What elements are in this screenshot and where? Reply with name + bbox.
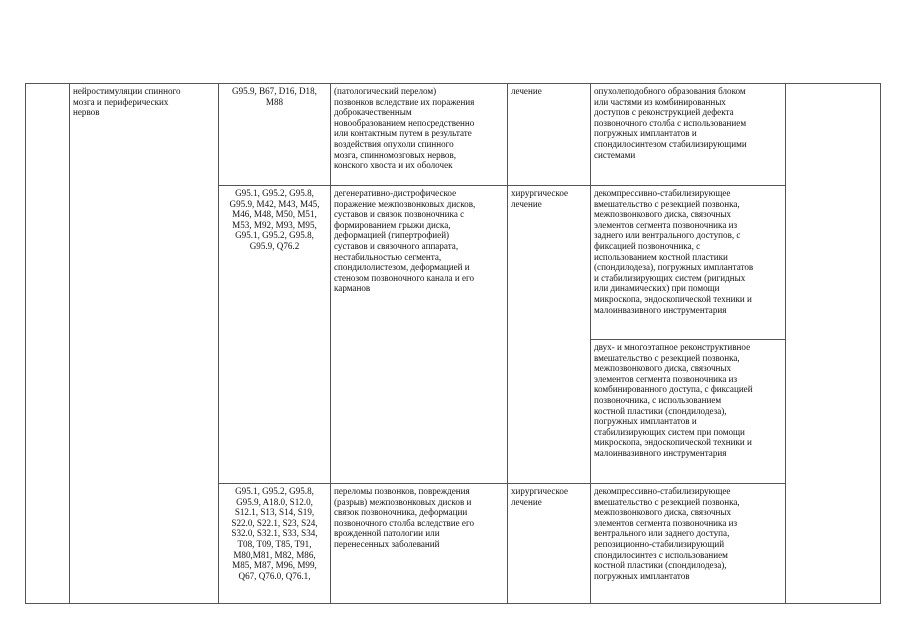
- method-text: декомпрессивно-стабилизирующее вмешательство с резекцией позвонка, межпозвонкового диска, связочных элементов сегмента позвоночника из вентрального или заднего доступа, репозиционно-стабилизирующий спондилосинтез с использованием костной пластики (спондилодеза), погружных имплантатов: [594, 486, 740, 581]
- treatment-type-cell: [508, 484, 591, 604]
- condition-text: дегенеративно-дистрофическое поражение межпозвонковых дисков, суставов и связок позвоночника с формированием грыжи диска, деформацией (гипертрофией) суставов и связочного аппарата, нестабильностью сегмента, спондилолистезом, деформацией и стенозом позвоночного канала и его карманов: [334, 188, 476, 294]
- icd-codes-text: G95.1, G95.2, G95.8, G95.9, A18.0, S12.0, S12.1, S13, S14, S19, S22.0, S22.1, S23, S24, S32.0, S32.1, S33, S34, T08, T09, T85, T91, M80,M81, M82, M86, M85, M87, M96, M99, Q67, Q76.0, Q76.1,: [231, 486, 318, 581]
- condition-text: (патологический перелом) позвонков вследствие их поражения доброкачественным новообразованием непосредственно или контактным путем в результате воздействия опухоли спинного мозга, спинномозговых нервов, конского хвоста и их оболочек: [334, 86, 475, 171]
- method-cell: [591, 186, 786, 340]
- condition-text: переломы позвонков, повреждения (разрыв) межпозвонковых дисков и связок позвоночника, деформации позвоночного столба вследствие его врожденной патологии или перенесенных заболеваний: [334, 486, 474, 549]
- treatment-type-cell: [508, 186, 591, 484]
- treatment-type-text: лечение: [511, 86, 542, 96]
- condition-cell: [331, 484, 508, 604]
- method-cell: [591, 484, 786, 604]
- condition-cell: [331, 84, 508, 186]
- icd-codes-text: G95.1, G95.2, G95.8, G95.9, M42, M43, M45, M46, M48, M50, M51, M53, M92, M93, M95, G95.1, G95.2, G95.8, G95.9, Q76.2: [229, 188, 320, 251]
- icd-codes-cell: [219, 84, 331, 186]
- procedure-name-cell: [70, 84, 219, 604]
- icd-codes-cell: [219, 484, 331, 604]
- icd-codes-cell: [219, 186, 331, 484]
- method-text: двух- и многоэтапное реконструктивное вмешательство с резекцией позвонка, межпозвонкового диска, связочных элементов сегмента позвоночника из комбинированного доступа, с фиксацией позвоночника, с использованием костной пластики (спондилодеза), погружных имплантатов и стабилизирующих систем при помощи микроскопа, эндоскопической техники и малоинвазивного инструментария: [594, 342, 753, 458]
- method-cell-secondary: [591, 340, 786, 484]
- method-text: декомпрессивно-стабилизирующее вмешательство с резекцией позвонка, межпозвонкового диска, связочных элементов сегмента позвоночника из заднего или вентрального доступов, с фиксацией позвоночника, с использованием костной пластики (спондилодеза), погружных имплантатов и стабилизирующих систем (ригидных или динамических) при помощи микроскопа, эндоскопической техники и малоинвазивного инструментария: [594, 188, 754, 315]
- rate-cell: [786, 84, 881, 604]
- icd-codes-text: G95.9, B67, D16, D18, M88: [232, 86, 317, 107]
- procedure-name-text: нейростимуляции спинного мозга и периферических нервов: [73, 86, 181, 118]
- medical-procedures-table: [25, 83, 881, 604]
- treatment-type-cell: [508, 84, 591, 186]
- treatment-type-text: хирургическое лечение: [511, 486, 569, 507]
- condition-cell: [331, 186, 508, 484]
- row-number-cell: [26, 84, 70, 604]
- treatment-type-text: хирургическое лечение: [511, 188, 569, 209]
- method-cell: [591, 84, 786, 186]
- method-text: опухолеподобного образования блоком или частями из комбинированных доступов с реконструкцией дефекта позвоночного столба с использованием погружных имплантатов и спондилосинтезом стабилизирующими системами: [594, 86, 747, 160]
- table-row: [26, 84, 881, 186]
